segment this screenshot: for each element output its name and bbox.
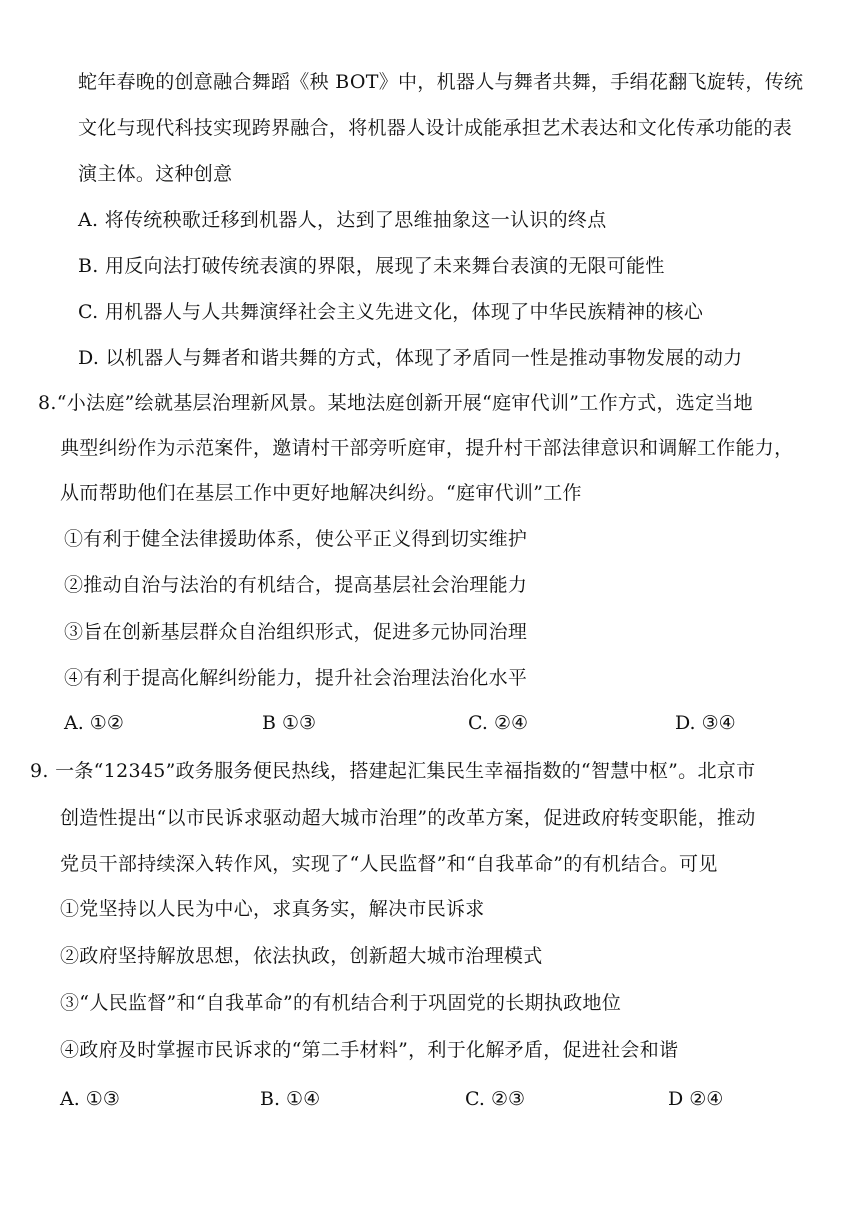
q8-stem-line-2: 典型纠纷作为示范案件，邀请村干部旁听庭审，提升村干部法律意识和调解工作能力， [60,437,794,459]
q7-stem-line-3: 演主体。这种创意 [78,163,233,185]
q9-statement-3: ③“人民监督”和“自我革命”的有机结合利于巩固党的长期执政地位 [60,992,622,1014]
q9-choice-d: D ②④ [668,1088,724,1110]
q9-statement-1: ①党坚持以人民为中心，求真务实，解决市民诉求 [60,898,485,920]
q8-statement-3: ③旨在创新基层群众自治组织形式，促进多元协同治理 [64,621,528,643]
q8-stem-line-1: 8.“小法庭”绘就基层治理新风景。某地法庭创新开展“庭审代训”工作方式，选定当地 [38,392,753,414]
q7-option-d: D. 以机器人与舞者和谐共舞的方式，体现了矛盾同一性是推动事物发展的动力 [78,347,743,369]
q8-choice-d: D. ③④ [675,712,736,734]
q8-statement-2: ②推动自治与法治的有机结合，提高基层社会治理能力 [64,574,528,596]
q8-choice-c: C. ②④ [468,712,529,734]
q9-choice-a: A. ①③ [60,1088,120,1110]
q8-choice-b: B ①③ [262,712,317,734]
q7-stem-line-1: 蛇年春晚的创意融合舞蹈《秧 BOT》中，机器人与舞者共舞，手绢花翻飞旋转，传统 [78,71,804,93]
q9-stem-line-3: 党员干部持续深入转作风，实现了“人民监督”和“自我革命”的有机结合。可见 [60,853,718,875]
q8-stem-line-3: 从而帮助他们在基层工作中更好地解决纠纷。“庭审代训”工作 [60,482,582,504]
q9-stem-line-1: 9. 一条“12345”政务服务便民热线，搭建起汇集民生幸福指数的“智慧中枢”。北京市 [30,760,756,782]
q9-statement-4: ④政府及时掌握市民诉求的“第二手材料”，利于化解矛盾，促进社会和谐 [60,1039,679,1061]
q8-choices [0,711,867,735]
q7-option-b: B. 用反向法打破传统表演的界限，展现了未来舞台表演的无限可能性 [78,255,665,277]
q9-choice-c: C. ②③ [465,1088,526,1110]
q9-choice-b: B. ①④ [260,1088,321,1110]
q9-stem-line-2: 创造性提出“以市民诉求驱动超大城市治理”的改革方案，促进政府转变职能，推动 [60,807,756,829]
q9-statement-2: ②政府坚持解放思想，依法执政，创新超大城市治理模式 [60,945,543,967]
q7-option-a: A. 将传统秧歌迁移到机器人，达到了思维抽象这一认识的终点 [78,209,607,231]
q7-option-c: C. 用机器人与人共舞演绎社会主义先进文化，体现了中华民族精神的核心 [78,301,704,323]
q8-statement-1: ①有利于健全法律援助体系，使公平正义得到切实维护 [64,528,528,550]
q8-statement-4: ④有利于提高化解纠纷能力，提升社会治理法治化水平 [64,667,528,689]
q8-choice-a: A. ①② [64,712,124,734]
q9-choices [0,1087,867,1111]
q7-stem-line-2: 文化与现代科技实现跨界融合，将机器人设计成能承担艺术表达和文化传承功能的表 [78,117,793,139]
